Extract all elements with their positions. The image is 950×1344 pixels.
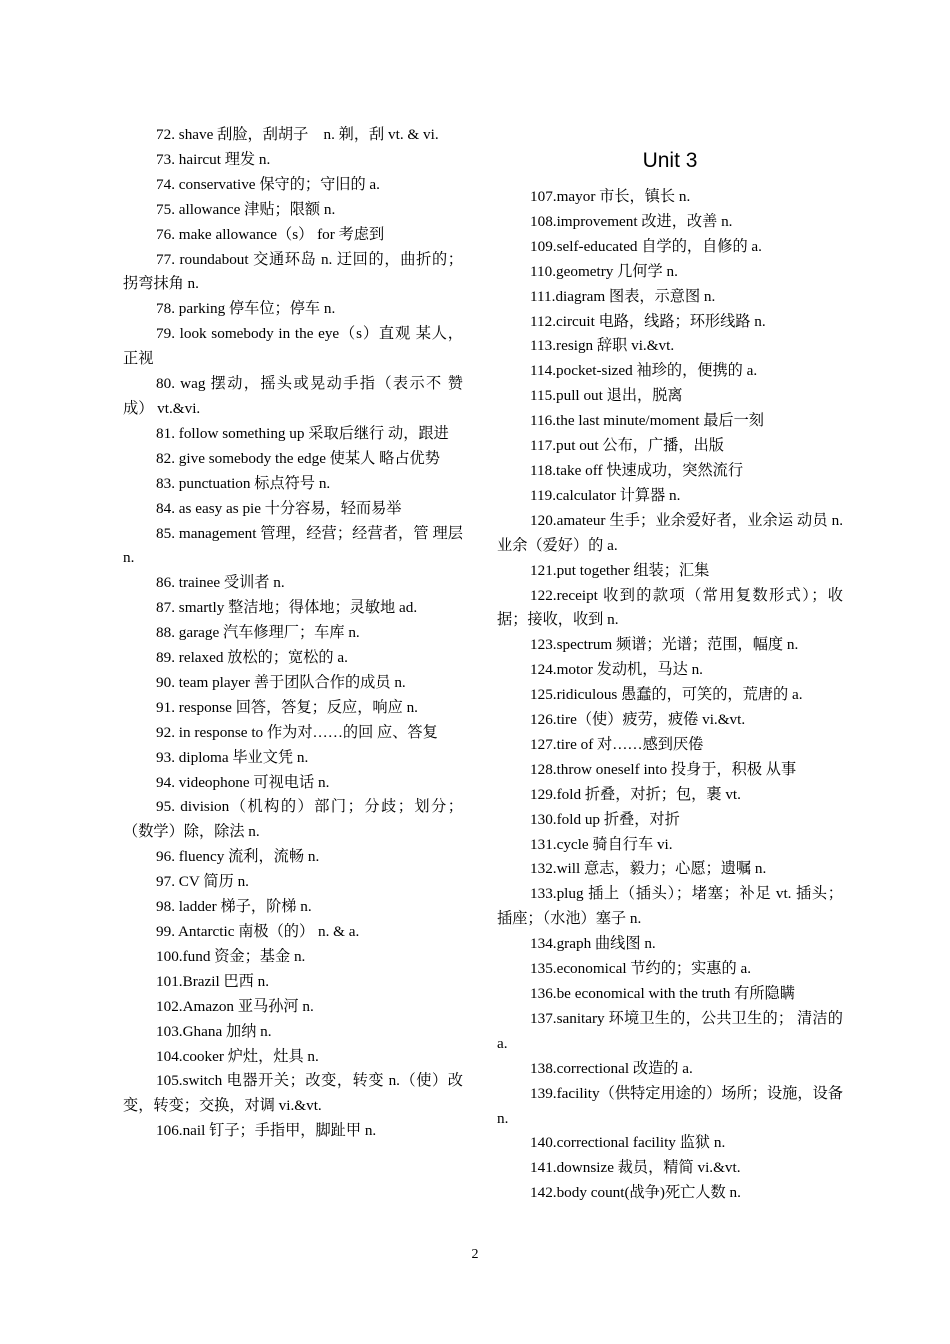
- vocab-entry: 131.cycle 骑自行车 vi.: [530, 835, 673, 853]
- vocab-entry: 139.facility（供特定用途的）场所；设施，设备 n.: [497, 1084, 843, 1127]
- vocab-entry: 111.diagram 图表，示意图 n.: [530, 287, 716, 305]
- vocab-entry: 128.throw oneself into 投身于，积极 从事: [530, 760, 797, 778]
- vocab-entry: 72. shave 刮脸，刮胡子 n. 剃，刮 vt. & vi.: [156, 126, 439, 143]
- vocab-entry: 137.sanitary 环境卫生的，公共卫生的； 清洁的 a.: [497, 1009, 843, 1052]
- vocab-entry: 83. punctuation 标点符号 n.: [156, 474, 331, 492]
- vocab-entry: 79. look somebody in the eye（s）直观 某人，正视: [123, 325, 463, 368]
- vocab-entry: 140.correctional facility 监狱 n.: [530, 1134, 726, 1152]
- vocab-entry: 136.be economical with the truth 有所隐瞒: [530, 985, 795, 1002]
- vocab-entry: 88. garage 汽车修理厂；车库 n.: [156, 624, 360, 642]
- vocab-entry: 126.tire（使）疲劳，疲倦 vi.&vt.: [530, 711, 746, 729]
- page-number: 2: [471, 1247, 479, 1262]
- vocab-entry: 122.receipt 收到的款项（常用复数形式）；收据；接收，收到 n.: [497, 586, 843, 629]
- vocab-entry: 109.self-educated 自学的，自修的 a.: [530, 237, 762, 255]
- vocab-entry: 107.mayor 市长，镇长 n.: [530, 188, 691, 205]
- vocab-entry: 134.graph 曲线图 n.: [530, 935, 656, 953]
- vocab-entry: 78. parking 停车位；停车 n.: [156, 300, 336, 318]
- vocab-entry: 73. haircut 理发 n.: [156, 150, 271, 168]
- vocab-entry: 77. roundabout 交通环岛 n. 迂回的，曲折的；拐弯抹角 n.: [123, 250, 463, 293]
- vocab-entry: 93. diploma 毕业文凭 n.: [156, 748, 309, 766]
- vocab-entry: 142.body count(战争)死亡人数 n.: [530, 1184, 741, 1202]
- vocab-entry: 105.switch 电器开关；改变，转变 n.（使）改变，转变；交换，对调 vi.&vt.: [123, 1072, 463, 1115]
- vocab-entry: 82. give somebody the edge 使某人 略占优势: [156, 449, 440, 467]
- vocab-entry: 75. allowance 津贴；限额 n.: [156, 200, 336, 218]
- vocab-entry: 85. management 管理，经营；经营者，管 理层 n.: [123, 524, 463, 567]
- vocab-entry: 104.cooker 炉灶，灶具 n.: [156, 1047, 319, 1065]
- vocab-entry: 106.nail 钉子；手指甲，脚趾甲 n.: [156, 1122, 377, 1140]
- vocab-entry: 92. in response to 作为对……的回 应、答复: [156, 723, 438, 741]
- vocab-entry: 100.fund 资金；基金 n.: [156, 947, 306, 965]
- vocab-entry: 84. as easy as pie 十分容易，轻而易举: [156, 499, 402, 517]
- vocab-entry: 87. smartly 整洁地；得体地；灵敏地 ad.: [156, 599, 418, 617]
- right-column: [497, 123, 843, 1206]
- vocab-entry: 113.resign 辞职 vi.&vt.: [530, 337, 675, 355]
- vocab-entry: 86. trainee 受训者 n.: [156, 574, 285, 592]
- vocab-entry: 101.Brazil 巴西 n.: [156, 972, 270, 990]
- vocab-entry: 110.geometry 几何学 n.: [530, 262, 678, 280]
- vocab-entry: 96. fluency 流利，流畅 n.: [156, 848, 320, 866]
- vocab-entry: 76. make allowance（s） for 考虑到: [156, 225, 385, 243]
- vocab-entry: 116.the last minute/moment 最后一刻: [530, 412, 764, 430]
- vocab-entry: 141.downsize 裁员，精简 vi.&vt.: [530, 1159, 741, 1177]
- vocab-entry: 98. ladder 梯子，阶梯 n.: [156, 898, 312, 916]
- vocab-entry: 114.pocket-sized 袖珍的，便携的 a.: [530, 362, 758, 380]
- vocab-entry: 118.take off 快速成功，突然流行: [530, 461, 744, 479]
- vocab-entry: 103.Ghana 加纳 n.: [156, 1022, 272, 1040]
- vocab-entry: 80. wag 摆动，摇头或晃动手指（表示不 赞成） vt.&vi.: [123, 375, 463, 417]
- vocab-entry: 117.put out 公布，广播，出版: [530, 437, 724, 455]
- vocab-entry: 119.calculator 计算器 n.: [530, 486, 681, 504]
- vocab-entry: 132.will 意志，毅力；心愿；遗嘱 n.: [530, 860, 767, 878]
- vocab-entry: 115.pull out 退出，脱离: [530, 387, 683, 405]
- vocab-entry: 120.amateur 生手；业余爱好者，业余运 动员 n. 业余（爱好）的 a.: [497, 511, 843, 554]
- vocab-entry: 123.spectrum 频谱；光谱；范围，幅度 n.: [530, 636, 799, 654]
- vocab-entry: 81. follow something up 采取后继行 动，跟进: [156, 424, 449, 442]
- vocab-entry: 89. relaxed 放松的；宽松的 a.: [156, 649, 348, 667]
- vocab-entry: 130.fold up 折叠，对折: [530, 810, 680, 828]
- vocab-entry: 135.economical 节约的；实惠的 a.: [530, 960, 752, 978]
- vocab-entry: 91. response 回答，答复；反应，响应 n.: [156, 698, 418, 716]
- vocab-entry: 127.tire of 对……感到厌倦: [530, 735, 704, 753]
- vocab-entry: 74. conservative 保守的；守旧的 a.: [156, 175, 380, 193]
- vocab-entry: 133.plug 插上（插头）；堵塞；补足 vt. 插头；插座；（水池）塞子 n.: [497, 885, 843, 928]
- vocab-entry: 121.put together 组装；汇集: [530, 561, 710, 579]
- unit-title: Unit 3: [642, 149, 698, 172]
- vocab-entry: 97. CV 简历 n.: [156, 873, 249, 891]
- vocab-entry: 112.circuit 电路，线路；环形线路 n.: [530, 312, 766, 330]
- vocab-entry: 125.ridiculous 愚蠢的，可笑的，荒唐的 a.: [530, 686, 803, 704]
- vocab-entry: 102.Amazon 亚马孙河 n.: [156, 997, 314, 1015]
- vocab-entry: 99. Antarctic 南极（的） n. & a.: [156, 923, 360, 940]
- right-entry-list: [497, 185, 843, 1206]
- vocab-entry: 95. division（机构的）部门；分歧；划分；（数学）除，除法 n.: [123, 798, 463, 841]
- vocab-entry: 90. team player 善于团队合作的成员 n.: [156, 673, 406, 691]
- left-column: [123, 123, 463, 1144]
- vocab-entry: 124.motor 发动机，马达 n.: [530, 661, 703, 679]
- vocab-entry: 138.correctional 改造的 a.: [530, 1059, 693, 1077]
- vocab-entry: 129.fold 折叠，对折；包，裹 vt.: [530, 785, 741, 803]
- vocab-entry: 94. videophone 可视电话 n.: [156, 773, 330, 791]
- vocab-entry: 108.improvement 改进，改善 n.: [530, 212, 733, 230]
